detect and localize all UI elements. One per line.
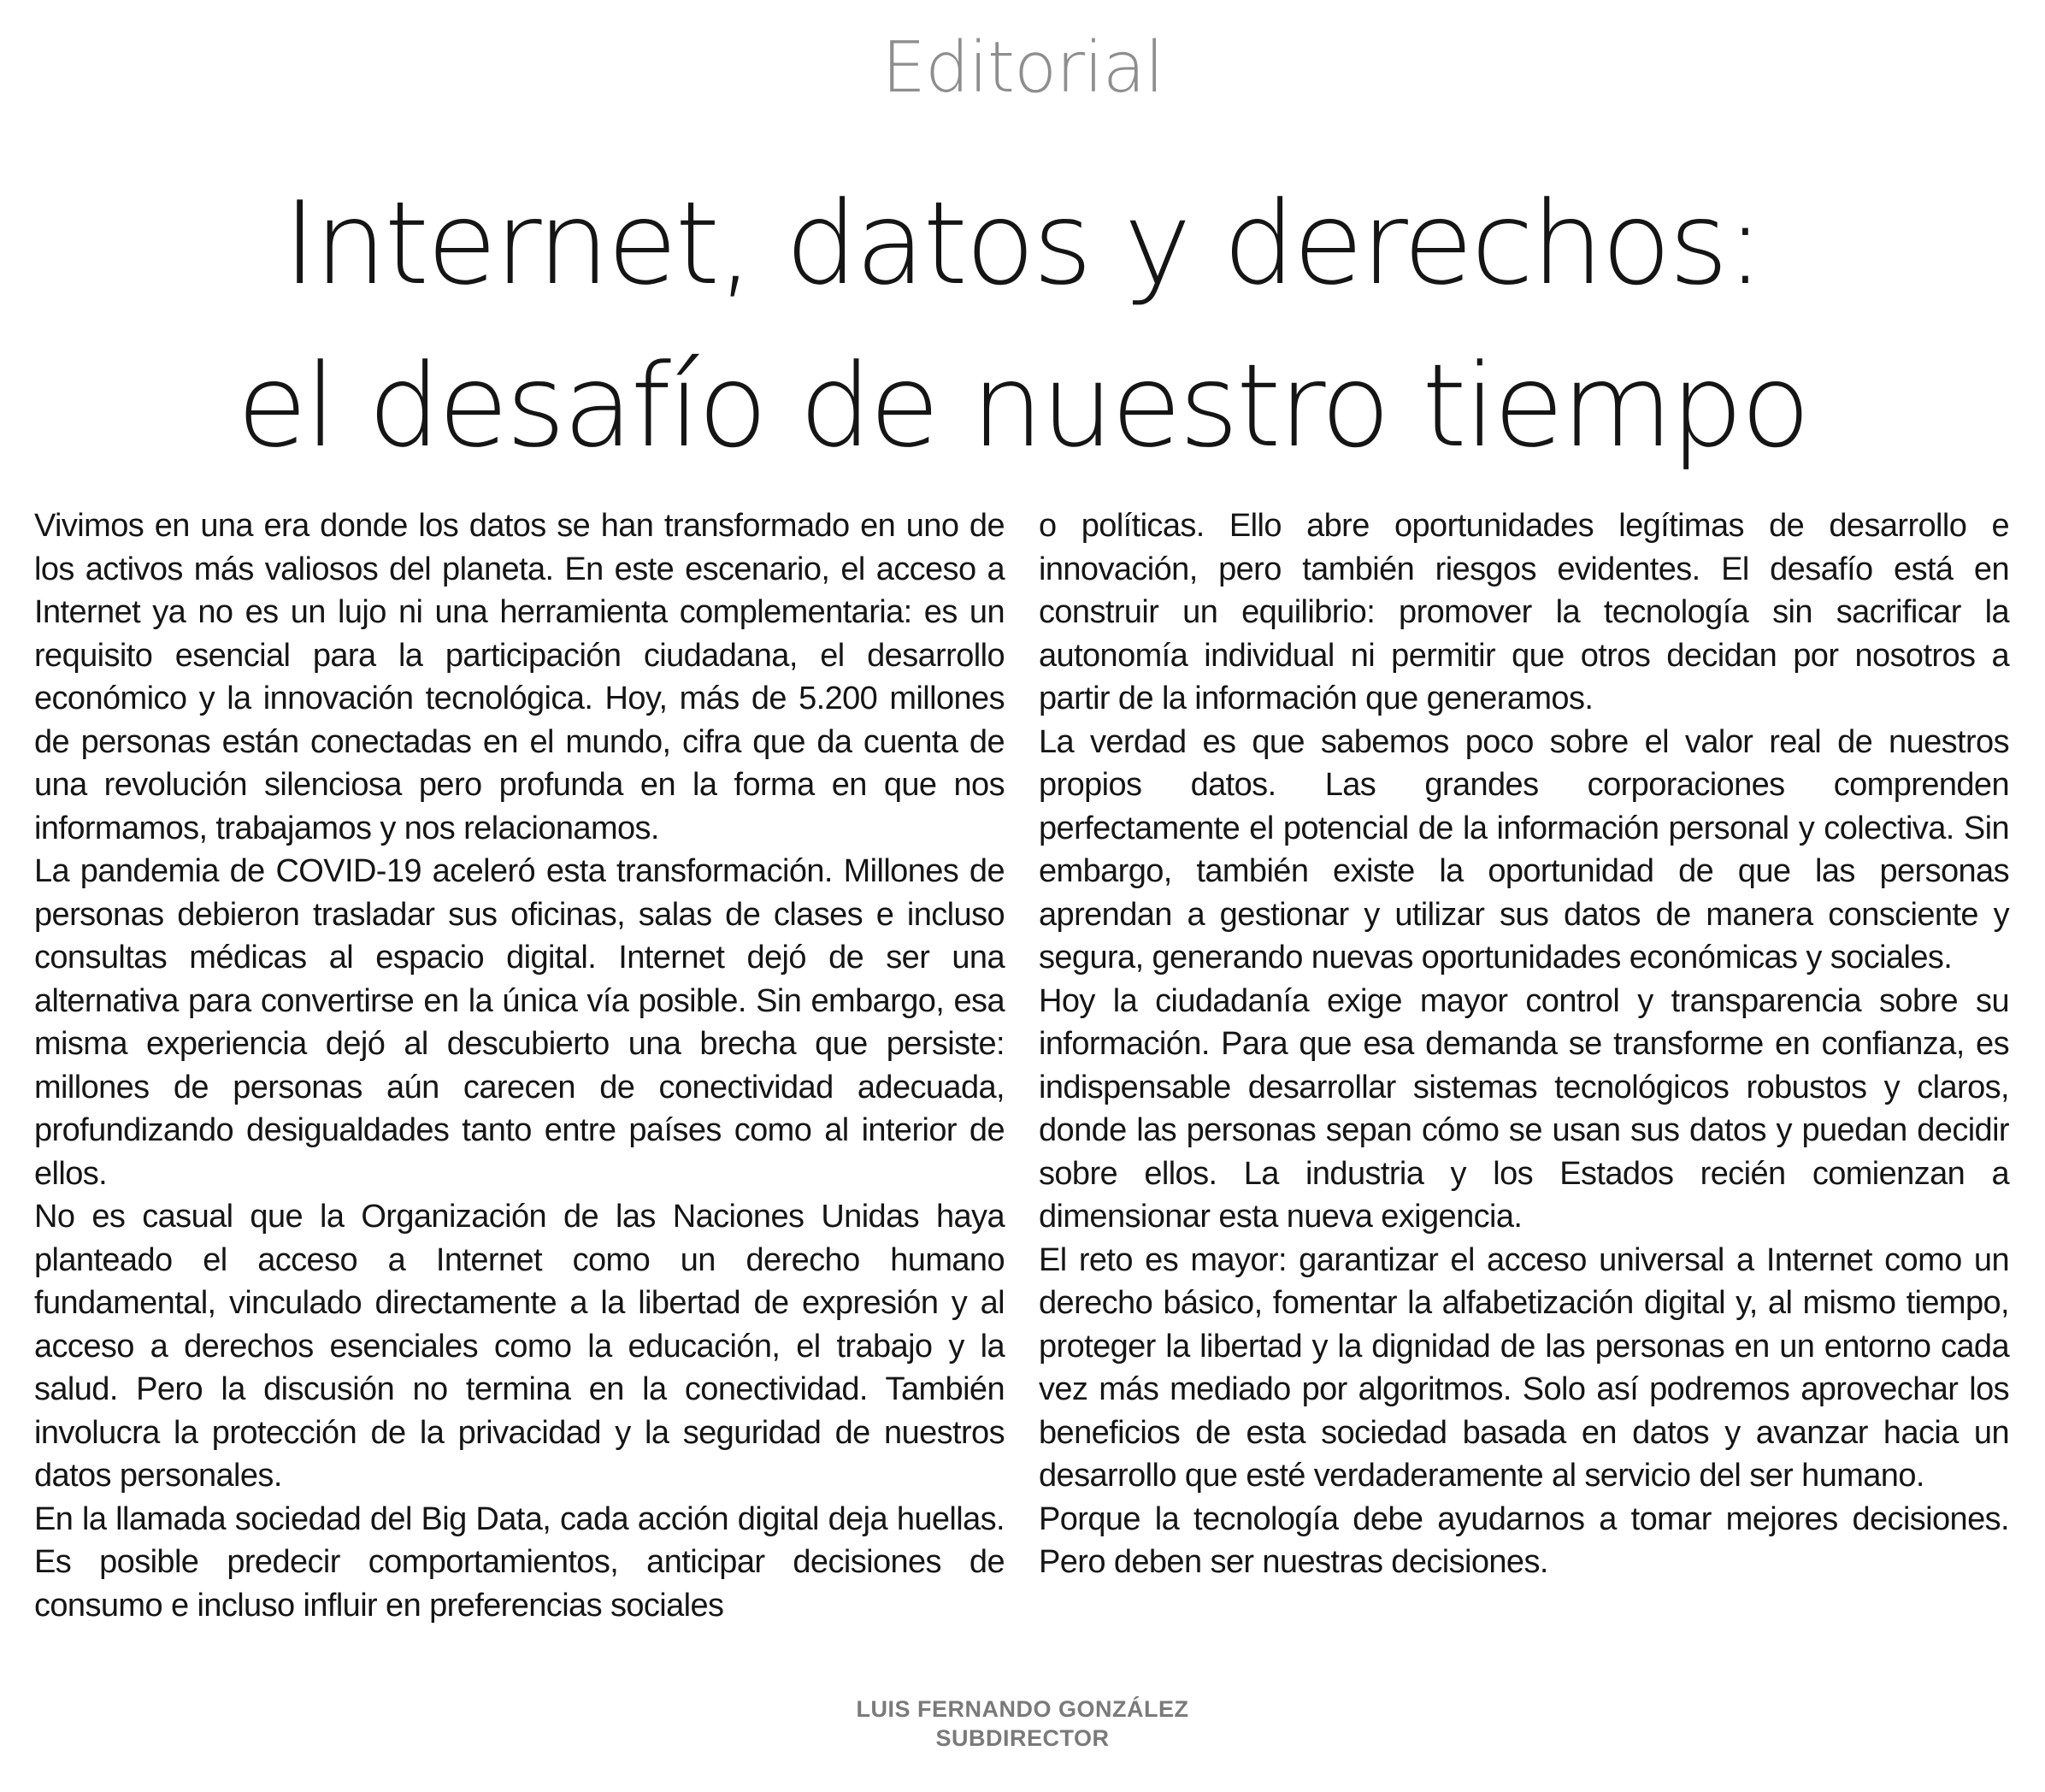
right-column bbox=[1039, 504, 2009, 1676]
paragraph: La verdad es que sabemos poco sobre el valor real de nuestros propios datos. Las grandes corporaciones comprenden perfectamente el potencial de la información personal y colectiva. Sin embargo, también existe la oportunidad de que las personas aprendan a gestionar y utilizar sus datos de manera consciente y segura, generando nuevas oportunidades económicas y sociales. bbox=[1039, 723, 2009, 976]
paragraph: o políticas. Ello abre oportunidades legítimas de desarrollo e innovación, pero también riesgos evidentes. El desafío está en construir un equilibrio: promover la tecnología sin sacrificar la autonomía individual ni permitir que otros decidan por nosotros a partir de la información que generamos. bbox=[1039, 508, 2009, 716]
paragraph: Vivimos en una era donde los datos se han transformado en uno de los activos más valiosos del planeta. En este escenario, el acceso a Internet ya no es un lujo ni una herramienta complementaria: es un requisito esencial para la participación ciudadana, el desarrollo económico y la innovación tecnológica. Hoy, más de 5.200 millones de personas están conectadas en el mundo, cifra que da cuenta de una revolución silenciosa pero profunda en la forma en que nos informamos, trabajamos y nos relacionamos. bbox=[34, 508, 1005, 846]
section-label: Editorial bbox=[881, 27, 1164, 109]
author-name: LUIS FERNANDO GONZÁLEZ bbox=[856, 1696, 1189, 1722]
paragraph: Porque la tecnología debe ayudarnos a tomar mejores decisiones. Pero deben ser nuestras decisiones. bbox=[1039, 1500, 2009, 1580]
paragraph: En la llamada sociedad del Big Data, cada acción digital deja huellas. Es posible predecir comportamientos, anticipar decisiones de consumo e incluso influir en preferencias sociales bbox=[34, 1500, 1005, 1624]
paragraph: Hoy la ciudadanía exige mayor control y transparencia sobre su información. Para que esa demanda se transforme en confianza, es indispensable desarrollar sistemas tecnológicos robustos y claros, donde las personas sepan cómo se usan sus datos y puedan decidir sobre ellos. La industria y los Estados recién comienzan a dimensionar esta nueva exigencia. bbox=[1039, 982, 2009, 1235]
left-column bbox=[34, 504, 1005, 1676]
headline bbox=[0, 162, 2045, 487]
article-body bbox=[34, 504, 2009, 1676]
headline-line-1: Internet, datos y derechos: bbox=[283, 177, 1762, 310]
author-role: SUBDIRECTOR bbox=[935, 1725, 1110, 1751]
paragraph: La pandemia de COVID-19 aceleró esta transformación. Millones de personas debieron trasladar sus oficinas, salas de clases e incluso consultas médicas al espacio digital. Internet dejó de ser una alternativa para convertirse en la única vía posible. Sin embargo, esa misma experiencia dejó al descubierto una brecha que persiste: millones de personas aún carecen de conectividad adecuada, profundizando desigualdades tanto entre países como al interior de ellos. bbox=[34, 853, 1005, 1192]
paragraph: El reto es mayor: garantizar el acceso universal a Internet como un derecho básico, fomentar la alfabetización digital y, al mismo tiempo, proteger la libertad y la dignidad de las personas en un entorno cada vez más mediado por algoritmos. Solo así podremos aprovechar los beneficios de esta sociedad basada en datos y avanzar hacia un desarrollo que esté verdaderamente al servicio del ser humano. bbox=[1039, 1241, 2009, 1494]
headline-line-2: el desafío de nuestro tiempo bbox=[237, 339, 1808, 473]
byline bbox=[0, 1695, 2045, 1753]
paragraph: No es casual que la Organización de las Naciones Unidas haya planteado el acceso a Internet como un derecho humano fundamental, vinculado directamente a la libertad de expresión y al acceso a derechos esenciales como la educación, el trabajo y la salud. Pero la discusión no termina en la conectividad. También involucra la protección de la privacidad y la seguridad de nuestros datos personales. bbox=[34, 1199, 1005, 1494]
